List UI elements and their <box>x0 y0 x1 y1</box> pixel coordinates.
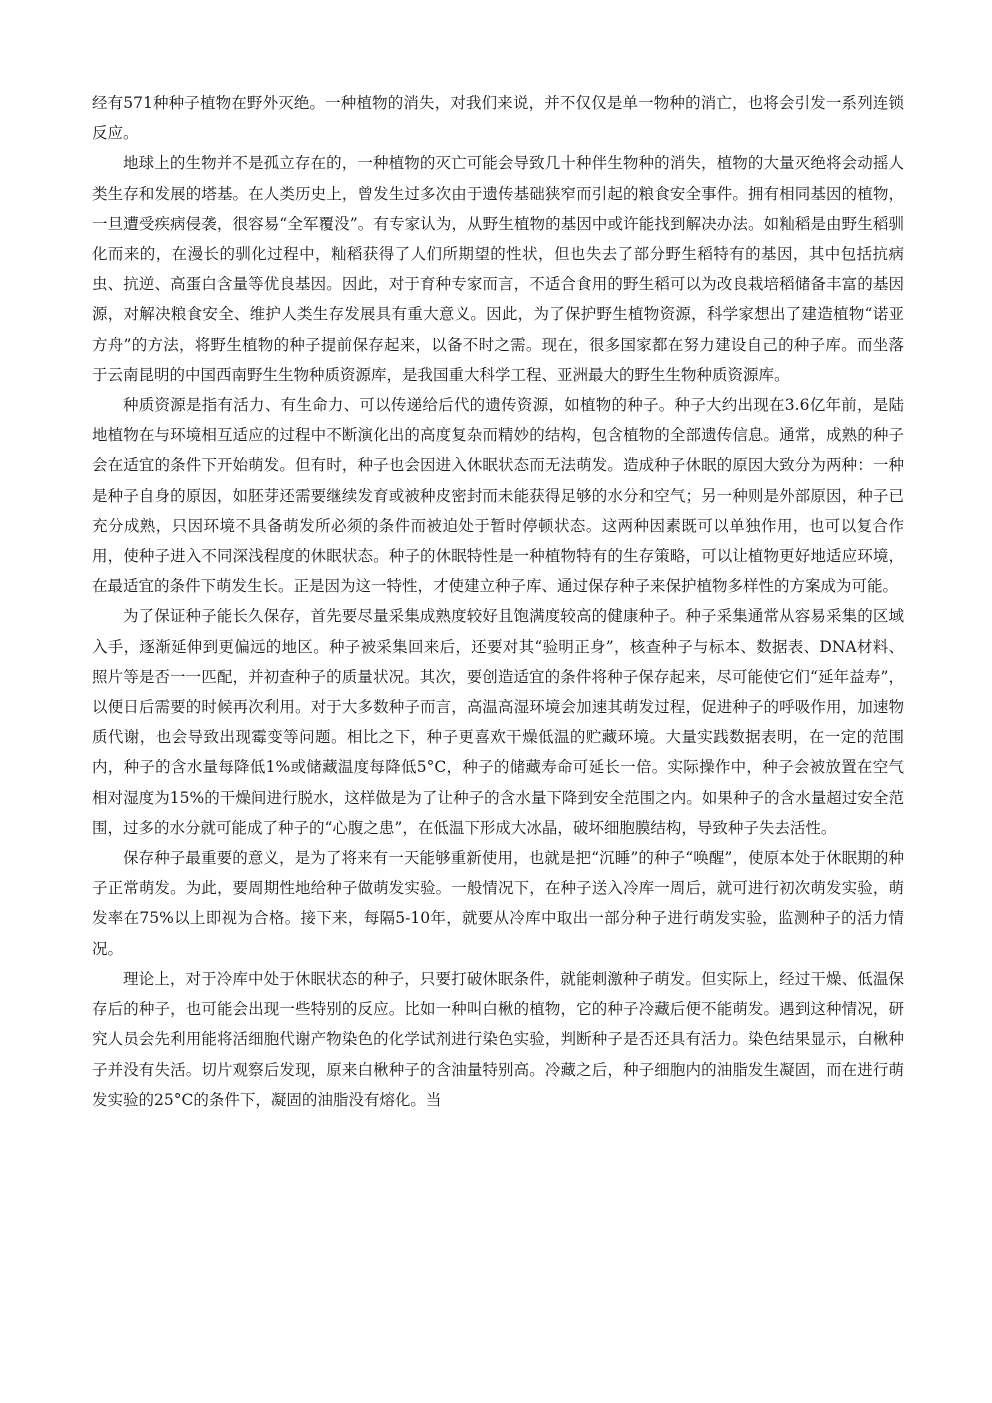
paragraph-2: 地球上的生物并不是孤立存在的，一种植物的灭亡可能会导致几十种伴生物种的消失，植物的大量灭绝将会动摇人类生存和发展的塔基。在人类历史上，曾发生过多次由于遗传基础狭窄而引起的粮食安全事件。拥有相同基因的植物，一旦遭受疾病侵袭，很容易“全军覆没”。有专家认为，从野生植物的基因中或许能找到解决办法。如籼稻是由野生稻驯化而来的，在漫长的驯化过程中，籼稻获得了人们所期望的性状，但也失去了部分野生稻特有的基因，其中包括抗病虫、抗逆、高蛋白含量等优良基因。因此，对于育种专家而言，不适合食用的野生稻可以为改良栽培稻储备丰富的基因源，对解决粮食安全、维护人类生存发展具有重大意义。因此，为了保护野生植物资源，科学家想出了建造植物“诺亚方舟”的方法，将野生植物的种子提前保存起来，以备不时之需。现在，很多国家都在努力建设自己的种子库。而坐落于云南昆明的中国西南野生生物种质资源库，是我国重大科学工程、亚洲最大的野生生物种质资源库。 <box>92 154 904 384</box>
paragraph-1: 经有571种种子植物在野外灭绝。一种植物的消失，对我们来说，并不仅仅是单一物种的消亡，也将会引发一系列连锁反应。 <box>92 94 904 143</box>
paragraph-4: 为了保证种子能长久保存，首先要尽量采集成熟度较好且饱满度较高的健康种子。种子采集通常从容易采集的区域入手，逐渐延伸到更偏远的地区。种子被采集回来后，还要对其“验明正身”，核查种子与标本、数据表、DNA材料、照片等是否一一匹配，并初查种子的质量状况。其次，要创造适宜的条件将种子保存起来，尽可能使它们“延年益寿”，以便日后需要的时候再次利用。对于大多数种子而言，高温高湿环境会加速其萌发过程，促进种子的呼吸作用，加速物质代谢，也会导致出现霉变等问题。相比之下，种子更喜欢干燥低温的贮藏环境。大量实践数据表明，在一定的范围内，种子的含水量每降低1%或储藏温度每降低5°C，种子的储藏寿命可延长一倍。实际操作中，种子会被放置在空气相对湿度为15%的干燥间进行脱水，这样做是为了让种子的含水量下降到安全范围之内。如果种子的含水量超过安全范围，过多的水分就可能成了种子的“心腹之患”，在低温下形成大冰晶，破坏细胞膜结构，导致种子失去活性。 <box>92 607 904 837</box>
paragraph-5: 保存种子最重要的意义，是为了将来有一天能够重新使用，也就是把“沉睡”的种子“唤醒”，使原本处于休眠期的种子正常萌发。为此，要周期性地给种子做萌发实验。一般情况下，在种子送入冷库一周后，就可进行初次萌发实验，萌发率在75%以上即视为合格。接下来，每隔5-10年，就要从冷库中取出一部分种子进行萌发实验，监测种子的活力情况。 <box>92 849 904 958</box>
paragraph-3: 种质资源是指有活力、有生命力、可以传递给后代的遗传资源，如植物的种子。种子大约出现在3.6亿年前，是陆地植物在与环境相互适应的过程中不断演化出的高度复杂而精妙的结构，包含植物的全部遗传信息。通常，成熟的种子会在适宜的条件下开始萌发。但有时，种子也会因进入休眠状态而无法萌发。造成种子休眠的原因大致分为两种：一种是种子自身的原因，如胚芽还需要继续发育或被种皮密封而未能获得足够的水分和空气；另一种则是外部原因，种子已充分成熟，只因环境不具备萌发所必须的条件而被迫处于暂时停顿状态。这两种因素既可以单独作用，也可以复合作用，使种子进入不同深浅程度的休眠状态。种子的休眠特性是一种植物特有的生存策略，可以让植物更好地适应环境，在最适宜的条件下萌发生长。正是因为这一特性，才使建立种子库、通过保存种子来保护植物多样性的方案成为可能。 <box>92 396 904 596</box>
paragraph-6: 理论上，对于冷库中处于休眠状态的种子，只要打破休眠条件，就能刺激种子萌发。但实际上，经过干燥、低温保存后的种子，也可能会出现一些特别的反应。比如一种叫白楸的植物，它的种子冷藏后便不能萌发。遇到这种情况，研究人员会先利用能将活细胞代谢产物染色的化学试剂进行染色实验，判断种子是否还具有活力。染色结果显示，白楸种子并没有失活。切片观察后发现，原来白楸种子的含油量特别高。冷藏之后，种子细胞内的油脂发生凝固，而在进行萌发实验的25°C的条件下，凝固的油脂没有熔化。当 <box>92 969 904 1109</box>
document-page <box>92 88 904 1115</box>
